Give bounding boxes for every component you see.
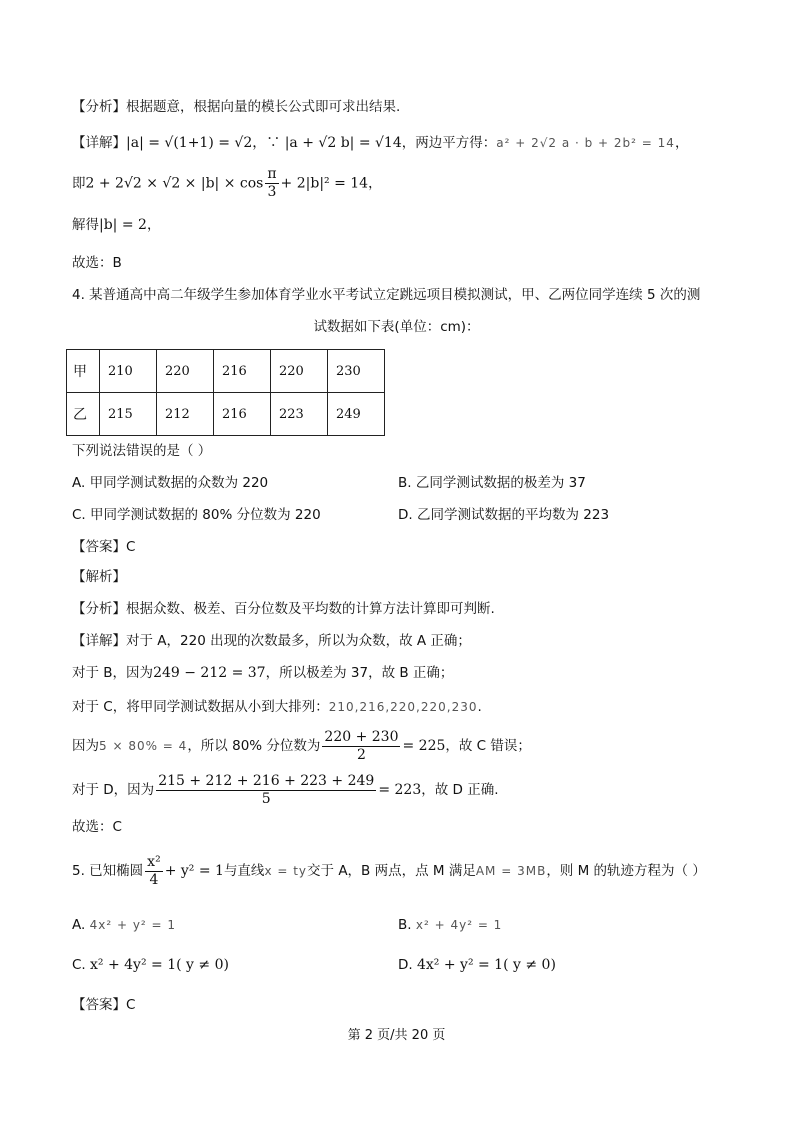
- q5-answer: 【答案】C: [72, 997, 136, 1013]
- q4-detail-2: [72, 662, 453, 684]
- q4-detail-4-prefix: 因为: [72, 738, 99, 754]
- q3-analysis: 【分析】根据题意，根据向量的模长公式即可求出结果.: [72, 99, 401, 115]
- q4-detail-5-prefix: 对于 D，因为: [72, 782, 155, 798]
- q5-stem-prefix: 5. 已知椭圆: [72, 863, 144, 879]
- table-cell: 249: [328, 393, 385, 436]
- q4-detail-4-mid: ，所以 80% 分位数为: [187, 738, 321, 754]
- table-cell: 220: [157, 350, 214, 393]
- q4-option-a: A. 甲同学测试数据的众数为 220: [72, 475, 269, 491]
- q3-solve-line: [72, 214, 160, 236]
- table-cell: 216: [214, 350, 271, 393]
- table-cell: 223: [271, 393, 328, 436]
- q5-option-c-math: x² + 4y² = 1( y ≠ 0): [90, 957, 229, 973]
- table-cell: 230: [328, 350, 385, 393]
- q4-detail-2-suffix: ，所以极差为 37，故 B 正确；: [265, 665, 454, 681]
- q3-detail-end: ，: [674, 135, 689, 151]
- q5-option-d: [398, 954, 556, 976]
- table-row: [67, 393, 385, 436]
- page-footer: 第 2 页/共 20 页: [347, 1028, 446, 1043]
- q4-answer: 【答案】C: [72, 539, 136, 555]
- q3-eq-math-b: + 2|b|² = 14: [280, 175, 369, 192]
- q3-detail-line: [72, 132, 688, 154]
- table-cell: 212: [157, 393, 214, 436]
- q4-detail-3-math: 210,216,220,220,230: [328, 700, 478, 714]
- q3-choice: 故选：B: [72, 255, 122, 271]
- table-cell: 220: [271, 350, 328, 393]
- q4-detail-3-prefix: 对于 C，将甲同学测试数据从小到大排列：: [72, 699, 329, 715]
- q4-detail-4: [72, 728, 531, 764]
- q4-data-table: [66, 349, 385, 436]
- row-label-yi: 乙: [67, 393, 100, 436]
- q5-stem-fraction: [145, 854, 163, 889]
- q3-eq-frac-den: 3: [267, 184, 277, 200]
- q5-option-c: [72, 954, 229, 976]
- q5-option-d-math: 4x² + y² = 1( y ≠ 0): [416, 957, 556, 973]
- q3-eq-math-a: 2 + 2√2 × √2 × |b| × cos: [85, 175, 264, 192]
- q4-detail-5-frac-den: 5: [261, 790, 271, 807]
- q4-detail-5-fraction: [156, 773, 376, 808]
- q4-detail-3: [72, 696, 482, 718]
- q5-stem-frac-num: x²: [147, 853, 161, 870]
- q4-detail-2-prefix: 对于 B，因为: [72, 665, 154, 681]
- table-cell: 216: [214, 393, 271, 436]
- q4-detail-4-frac-den: 2: [356, 746, 366, 763]
- q5-stem-math-2: x = ty: [264, 864, 308, 878]
- q3-eq-prefix: 即: [72, 175, 86, 192]
- q3-detail-math-3: a² + 2√2 a · b + 2b² = 14: [496, 136, 675, 150]
- q4-detail-5: [72, 772, 499, 808]
- q4-option-d: D. 乙同学测试数据的平均数为 223: [398, 507, 610, 523]
- q4-detail-4-math-b: = 225: [402, 738, 446, 754]
- q4-detail-4-frac-num: 220 + 230: [324, 728, 399, 745]
- q4-option-c: C. 甲同学测试数据的 80% 分位数为 220: [72, 507, 321, 523]
- table-cell: 210: [100, 350, 157, 393]
- q3-solve-math: |b| = 2: [99, 217, 147, 233]
- q5-option-d-label: D.: [398, 957, 413, 973]
- table-row: [67, 350, 385, 393]
- q3-detail-label: 【详解】: [72, 135, 126, 151]
- q4-detail-5-frac-num: 215 + 212 + 216 + 223 + 249: [158, 772, 375, 789]
- q4-jiexi: 【解析】: [72, 569, 126, 585]
- q5-option-b-math: x² + 4y² = 1: [415, 918, 503, 932]
- q4-analysis: 【分析】根据众数、极差、百分位数及平均数的计算方法计算即可判断.: [72, 601, 495, 617]
- q4-question: 下列说法错误的是（ ）: [72, 443, 212, 459]
- q5-option-a-math: 4x² + y² = 1: [89, 918, 177, 932]
- q3-detail-math-2: ，∵ |a + √2 b| = √14: [252, 135, 402, 151]
- q5-stem-frac-den: 4: [149, 871, 159, 888]
- q4-detail-4-math-a: 5 × 80% = 4: [99, 739, 188, 753]
- q5-stem-math-1: + y² = 1: [164, 863, 224, 879]
- q3-solve-prefix: 解得: [72, 217, 99, 233]
- q5-option-a-label: A.: [72, 917, 86, 933]
- q4-detail-3-suffix: .: [477, 699, 482, 715]
- table-cell: 215: [100, 393, 157, 436]
- q3-equation-line: [72, 166, 382, 201]
- q3-eq-fraction: [265, 166, 278, 201]
- q5-stem: [72, 852, 706, 890]
- row-label-jia: 甲: [67, 350, 100, 393]
- q4-detail-5-math: = 223: [378, 782, 422, 798]
- q5-option-c-label: C.: [72, 957, 86, 973]
- q4-option-b: B. 乙同学测试数据的极差为 37: [398, 475, 586, 491]
- q5-option-b-label: B.: [398, 917, 412, 933]
- q4-detail-1: 【详解】对于 A，220 出现的次数最多，所以为众数，故 A 正确；: [72, 633, 471, 649]
- q4-stem-line-2: 试数据如下表(单位：cm)：: [313, 319, 480, 335]
- q4-choice: 故选：C: [72, 819, 122, 835]
- q5-stem-mid-1: 与直线: [223, 863, 265, 879]
- q4-detail-4-fraction: [322, 729, 400, 764]
- q3-solve-suffix: ，: [146, 217, 161, 233]
- q5-stem-suffix: ，则 M 的轨迹方程为（ ）: [546, 863, 706, 879]
- q3-detail-text: ，两边平方得：: [401, 135, 497, 151]
- q4-detail-5-suffix: ，故 D 正确.: [421, 782, 499, 798]
- q4-detail-4-suffix: ，故 C 错误；: [445, 738, 531, 754]
- q5-stem-math-3: AM = 3MB: [475, 864, 547, 878]
- q3-eq-frac-num: π: [267, 166, 277, 182]
- q4-stem-line-1: 4. 某普通高中高二年级学生参加体育学业水平考试立定跳远项目模拟测试，甲、乙两位同学连续 5 次的测: [72, 287, 701, 303]
- q5-option-b: [398, 914, 502, 936]
- q4-detail-2-math: 249 − 212 = 37: [153, 665, 266, 681]
- q3-detail-math-1: |a| = √(1+1) = √2: [126, 135, 253, 151]
- q3-eq-suffix: ，: [368, 175, 382, 192]
- q5-option-a: [72, 914, 176, 936]
- q5-stem-mid-2: 交于 A，B 两点，点 M 满足: [307, 863, 476, 879]
